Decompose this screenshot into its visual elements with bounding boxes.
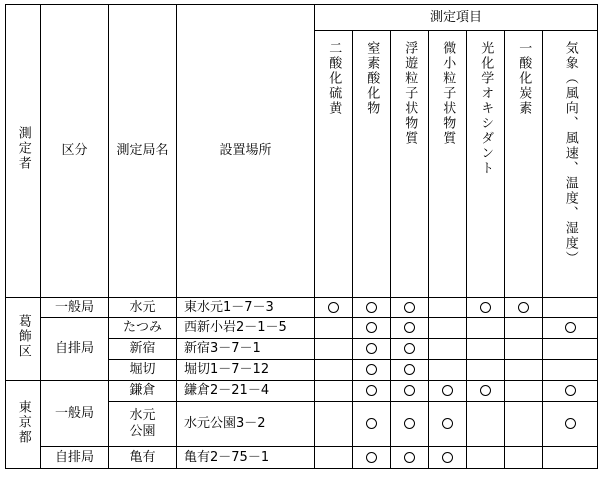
- table-row: [6, 318, 598, 339]
- header-item-spm: 浮遊粒子状物質: [391, 31, 429, 298]
- station-name: 新宿: [109, 339, 177, 360]
- header-item-co: 一酸化炭素: [505, 31, 543, 298]
- mark-cell: [315, 402, 353, 447]
- station-location: 水元公園3－2: [177, 402, 315, 447]
- mark-cell: [353, 447, 391, 469]
- circle-icon: [366, 364, 377, 375]
- station-name: 亀有: [109, 447, 177, 469]
- mark-cell: [353, 381, 391, 402]
- station-location: 東水元1－7－3: [177, 298, 315, 318]
- mark-cell: [391, 339, 429, 360]
- header-item-pm25: 微小粒子状物質: [429, 31, 467, 298]
- mark-cell: [505, 339, 543, 360]
- station-name: たつみ: [109, 318, 177, 339]
- circle-icon: [366, 385, 377, 396]
- table-row: [6, 447, 598, 469]
- station-location: 西新小岩2－1－5: [177, 318, 315, 339]
- mark-cell: [543, 381, 598, 402]
- mark-cell: [505, 360, 543, 381]
- mark-cell: [429, 360, 467, 381]
- circle-icon: [366, 452, 377, 463]
- circle-icon: [404, 385, 415, 396]
- station-name: 鎌倉: [109, 381, 177, 402]
- mark-cell: [467, 298, 505, 318]
- mark-cell: [429, 298, 467, 318]
- header-item-nox: 窒素酸化物: [353, 31, 391, 298]
- measurer-katsushika: 葛飾区: [6, 298, 41, 381]
- station-name-line: 水元: [129, 407, 156, 423]
- station-name: 堀切: [109, 360, 177, 381]
- circle-icon: [366, 302, 377, 313]
- mark-cell: [467, 318, 505, 339]
- header-item-so2: 二酸化硫黄: [315, 31, 353, 298]
- station-location: 新宿3－7－1: [177, 339, 315, 360]
- category-cell: 一般局: [41, 381, 109, 447]
- mark-cell: [315, 447, 353, 469]
- mark-cell: [505, 381, 543, 402]
- mark-cell: [467, 447, 505, 469]
- mark-cell: [391, 381, 429, 402]
- mark-cell: [543, 447, 598, 469]
- mark-cell: [353, 318, 391, 339]
- mark-cell: [315, 339, 353, 360]
- mark-cell: [467, 360, 505, 381]
- circle-icon: [480, 302, 491, 313]
- station-location: 堀切1－7－12: [177, 360, 315, 381]
- mark-cell: [505, 318, 543, 339]
- circle-icon: [442, 452, 453, 463]
- mark-cell: [391, 360, 429, 381]
- header-location: 設置場所: [177, 5, 315, 298]
- monitoring-stations-table: [5, 4, 598, 469]
- circle-icon: [565, 385, 576, 396]
- mark-cell: [353, 402, 391, 447]
- mark-cell: [429, 339, 467, 360]
- mark-cell: [467, 381, 505, 402]
- header-items-group: 測定項目: [315, 5, 598, 31]
- measurer-tokyo: 東京都: [6, 381, 41, 469]
- circle-icon: [565, 322, 576, 333]
- mark-cell: [543, 339, 598, 360]
- mark-cell: [467, 339, 505, 360]
- mark-cell: [391, 447, 429, 469]
- category-cell: 一般局: [41, 298, 109, 318]
- circle-icon: [518, 302, 529, 313]
- header-station-name: 測定局名: [109, 5, 177, 298]
- mark-cell: [505, 298, 543, 318]
- mark-cell: [429, 318, 467, 339]
- circle-icon: [565, 418, 576, 429]
- mark-cell: [391, 402, 429, 447]
- mark-cell: [315, 381, 353, 402]
- circle-icon: [404, 343, 415, 354]
- mark-cell: [429, 402, 467, 447]
- station-name-line: 公園: [129, 424, 156, 439]
- mark-cell: [543, 360, 598, 381]
- circle-icon: [366, 343, 377, 354]
- mark-cell: [543, 318, 598, 339]
- mark-cell: [353, 339, 391, 360]
- mark-cell: [353, 298, 391, 318]
- circle-icon: [442, 385, 453, 396]
- circle-icon: [404, 364, 415, 375]
- circle-icon: [404, 452, 415, 463]
- mark-cell: [315, 298, 353, 318]
- mark-cell: [543, 402, 598, 447]
- circle-icon: [442, 418, 453, 429]
- mark-cell: [429, 381, 467, 402]
- station-location: 鎌倉2－21－4: [177, 381, 315, 402]
- circle-icon: [480, 385, 491, 396]
- mark-cell: [353, 360, 391, 381]
- circle-icon: [404, 418, 415, 429]
- mark-cell: [315, 360, 353, 381]
- header-measurer: 測定者: [6, 5, 41, 298]
- mark-cell: [391, 298, 429, 318]
- circle-icon: [404, 302, 415, 313]
- circle-icon: [404, 322, 415, 333]
- mark-cell: [315, 318, 353, 339]
- header-category: 区分: [41, 5, 109, 298]
- circle-icon: [366, 322, 377, 333]
- circle-icon: [366, 418, 377, 429]
- station-name: 水元: [109, 298, 177, 318]
- header-item-weather: 気象（風向、風速、温度、湿度）: [543, 31, 598, 298]
- table-row: [6, 381, 598, 402]
- station-name: [109, 402, 177, 447]
- mark-cell: [543, 298, 598, 318]
- mark-cell: [505, 447, 543, 469]
- mark-cell: [391, 318, 429, 339]
- mark-cell: [505, 402, 543, 447]
- category-cell: 自排局: [41, 447, 109, 469]
- station-location: 亀有2－75－1: [177, 447, 315, 469]
- table-row: [6, 298, 598, 318]
- mark-cell: [429, 447, 467, 469]
- category-cell: 自排局: [41, 318, 109, 381]
- mark-cell: [467, 402, 505, 447]
- header-item-ox: 光化学オキシダント: [467, 31, 505, 298]
- circle-icon: [328, 302, 339, 313]
